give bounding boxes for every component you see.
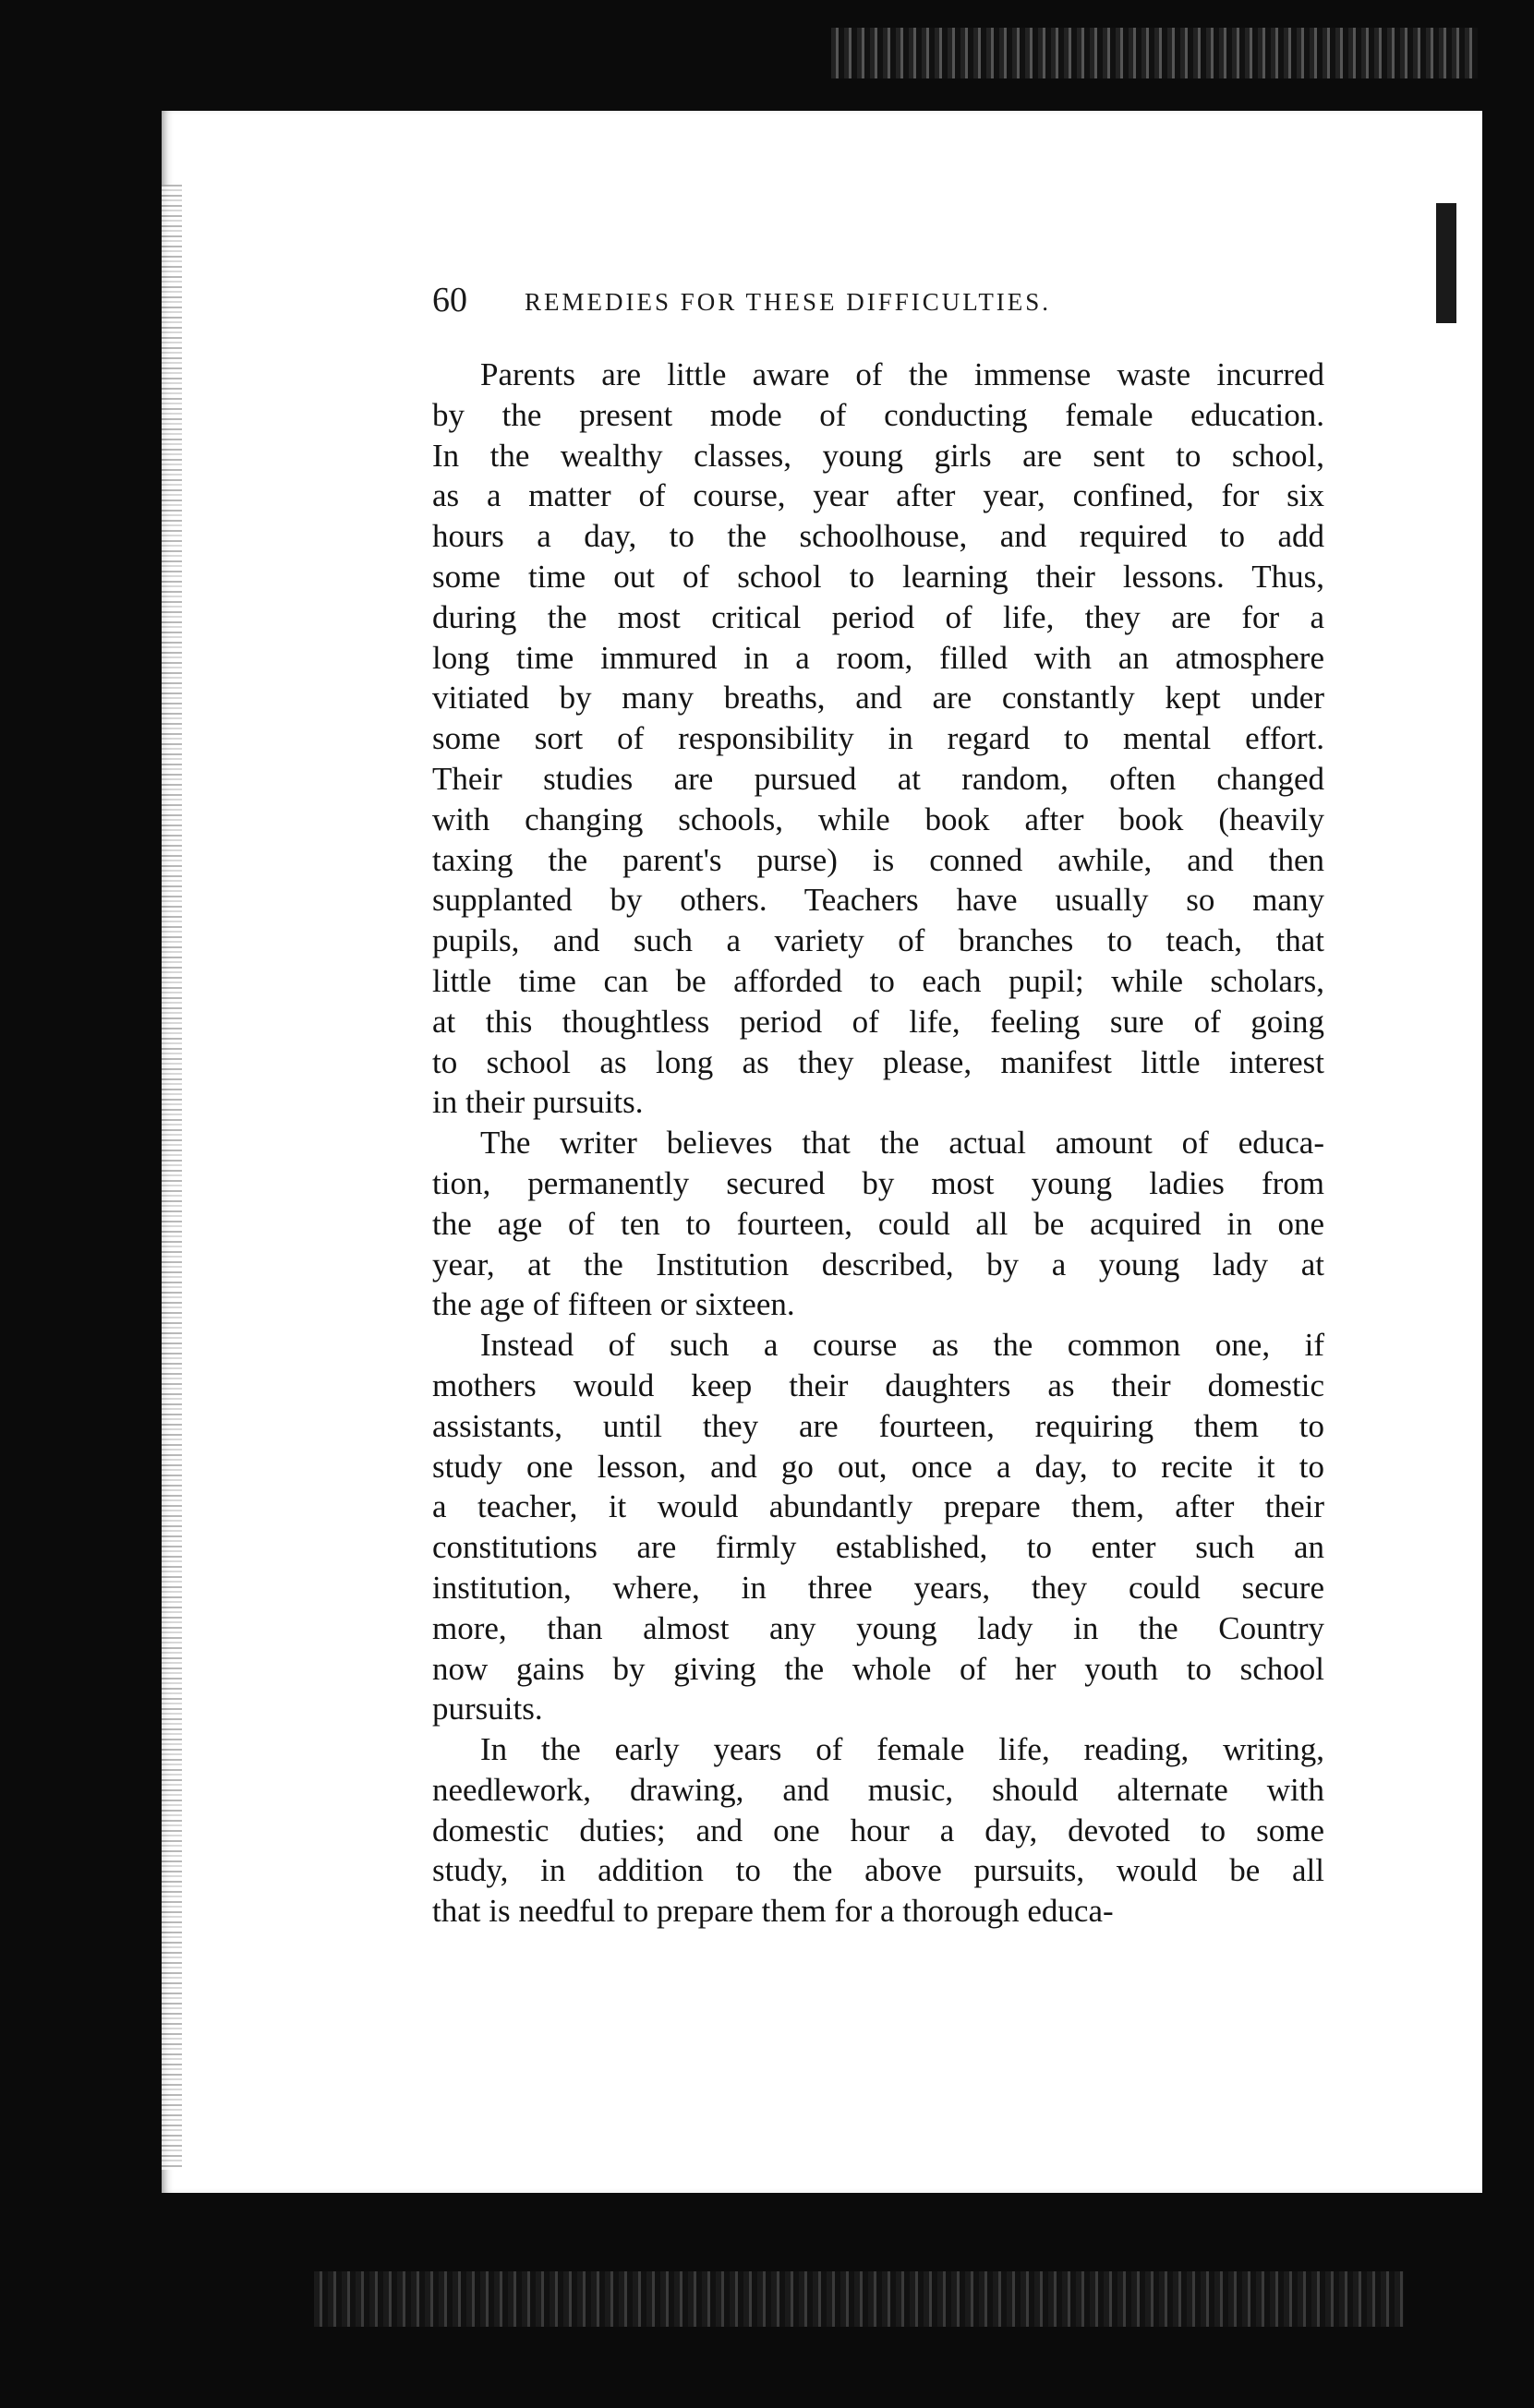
text-line: in their pursuits. [432,1084,644,1121]
text-line: Parents are little aware of the immense waste incurred [480,356,1324,392]
text-line: with changing schools, while book after book (heavily [432,801,1324,837]
text-line: assistants, until they are fourteen, requiring them to [432,1407,1324,1444]
running-head: REMEDIES FOR THESE DIFFICULTIES. [525,288,1052,316]
text-line: the age of fifteen or sixteen. [432,1286,795,1323]
scan-noise-bottom [314,2271,1404,2327]
text-line: as a matter of course, year after year, confined, for six [432,477,1324,514]
scan-border-left [0,0,162,2408]
text-line: some sort of responsibility in regard to mental effort. [432,720,1324,757]
text-line: little time can be afforded to each pupil; while scholars, [432,962,1324,999]
page-header [432,277,1457,323]
paragraph [432,1325,1324,1729]
text-line: institution, where, in three years, they could secure [432,1569,1324,1606]
text-line: vitiated by many breaths, and are constantly kept under [432,680,1324,716]
text-line: Their studies are pursued at random, often changed [432,760,1324,797]
text-line: taxing the parent's purse) is conned awhile, and then [432,841,1324,878]
text-line: In the wealthy classes, young girls are sent to school, [432,437,1324,474]
text-line: mothers would keep their daughters as their domestic [432,1367,1324,1403]
text-line: study, in addition to the above pursuits, would be all [432,1852,1324,1889]
paragraph [432,1123,1324,1325]
paragraph [432,355,1324,1123]
text-line: pupils, and such a variety of branches to teach, that [432,922,1324,959]
text-line: to school as long as they please, manifest little interest [432,1043,1324,1080]
page-number: 60 [432,281,467,319]
scan-border-right [1482,0,1534,2408]
text-line: during the most critical period of life, they are for a [432,598,1324,635]
text-line: Instead of such a course as the common one, if [480,1327,1324,1364]
paragraph [432,1729,1324,1932]
text-line: a teacher, it would abundantly prepare them, after their [432,1488,1324,1525]
text-line: that is needful to prepare them for a thorough educa- [432,1893,1114,1930]
text-line: pursuits. [432,1691,543,1728]
text-line: tion, permanently secured by most young ladies from [432,1164,1324,1201]
text-line: needlework, drawing, and music, should alternate with [432,1771,1324,1808]
text-line: some time out of school to learning their lessons. Thus, [432,558,1324,595]
text-line: The writer believes that the actual amount of educa- [480,1125,1324,1162]
body-text [432,355,1324,1932]
text-line: constitutions are firmly established, to enter such an [432,1529,1324,1566]
scan-noise-top [831,28,1478,78]
page-gutter [162,185,182,2170]
text-line: now gains by giving the whole of her youth to school [432,1650,1324,1687]
text-line: hours a day, to the schoolhouse, and required to add [432,518,1324,555]
text-line: the age of ten to fourteen, could all be acquired in one [432,1205,1324,1242]
text-line: at this thoughtless period of life, feeling sure of going [432,1003,1324,1040]
text-line: long time immured in a room, filled with an atmosphere [432,639,1324,676]
text-line: supplanted by others. Teachers have usually so many [432,882,1324,919]
text-line: In the early years of female life, reading, writing, [480,1731,1324,1768]
text-line: by the present mode of conducting female education. [432,396,1324,433]
text-line: domestic duties; and one hour a day, devoted to some [432,1812,1324,1848]
text-line: more, than almost any young lady in the Country [432,1609,1324,1646]
text-line: study one lesson, and go out, once a day, to recite it to [432,1448,1324,1485]
text-line: year, at the Institution described, by a young lady at [432,1246,1324,1282]
